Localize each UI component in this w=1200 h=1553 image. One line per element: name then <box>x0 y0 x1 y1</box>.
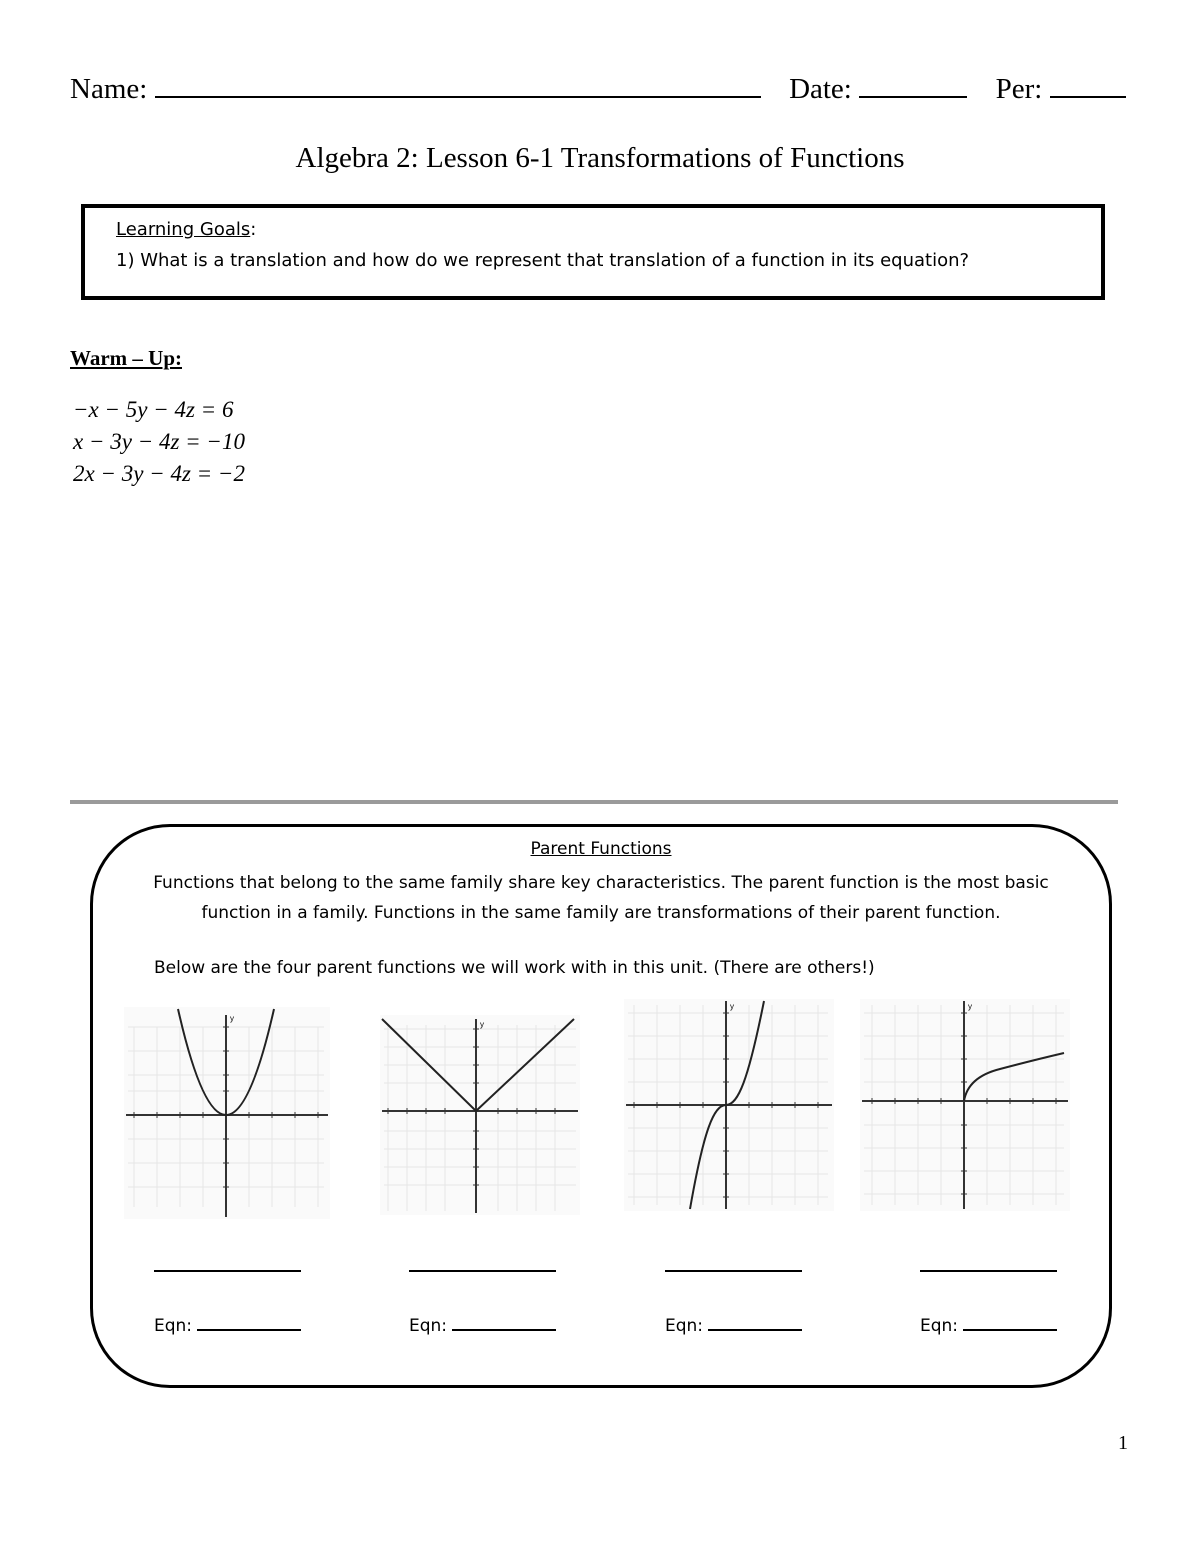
eqn-line-2 <box>409 1315 556 1336</box>
name-label: Name: <box>70 73 148 105</box>
parent-functions-below-text: Below are the four parent functions we will work with in this unit. (There are others!) <box>154 958 875 978</box>
learning-goals-box <box>81 204 1105 300</box>
date-label: Date: <box>789 73 852 105</box>
page-number: 1 <box>1118 1432 1128 1454</box>
parent-functions-box <box>90 824 1112 1388</box>
function-name-blank-1[interactable] <box>154 1270 301 1272</box>
graph-cubic <box>624 999 834 1211</box>
graph-absolute-value <box>380 1015 580 1215</box>
eqn-line-3 <box>665 1315 802 1336</box>
parent-functions-description: Functions that belong to the same family share key characteristics. The parent function is the most basic function in a family. Functions in the same family are transformations of their parent function. <box>153 873 1049 923</box>
eqn-line-1 <box>154 1315 301 1336</box>
period-field[interactable] <box>1050 70 1126 98</box>
function-name-blank-2[interactable] <box>409 1270 556 1272</box>
eqn-label: Eqn: <box>409 1316 448 1336</box>
eqn-line-4 <box>920 1315 1057 1336</box>
function-name-blank-4[interactable] <box>920 1270 1057 1272</box>
period-label: Per: <box>995 73 1043 105</box>
eqn-label: Eqn: <box>665 1316 704 1336</box>
function-name-blank-3[interactable] <box>665 1270 802 1272</box>
equation-1: −x − 5y − 4z = 6 <box>73 397 234 422</box>
parent-functions-heading: Parent Functions <box>530 839 672 859</box>
learning-goal-1: 1) What is a translation and how do we represent that translation of a function in its equation? <box>116 250 970 271</box>
equation-3: 2x − 3y − 4z = −2 <box>73 461 245 486</box>
y-axis-label: y <box>730 1002 734 1011</box>
eqn-label: Eqn: <box>920 1316 959 1336</box>
date-field[interactable] <box>859 70 967 98</box>
header-line <box>70 70 1130 106</box>
eqn-field-1[interactable] <box>197 1315 301 1331</box>
square-root-curve <box>964 1053 1064 1101</box>
graph-quadratic <box>124 1007 330 1219</box>
equation-2: x − 3y − 4z = −10 <box>73 429 245 454</box>
y-axis-label: y <box>480 1020 484 1029</box>
name-field[interactable] <box>155 70 761 98</box>
eqn-field-2[interactable] <box>452 1315 556 1331</box>
eqn-field-4[interactable] <box>963 1315 1057 1331</box>
y-axis-label: y <box>968 1002 972 1011</box>
eqn-field-3[interactable] <box>708 1315 802 1331</box>
y-axis-label: y <box>230 1014 234 1023</box>
section-divider <box>70 800 1118 804</box>
learning-goals-heading: Learning Goals: <box>116 219 257 240</box>
graph-square-root <box>860 999 1070 1211</box>
eqn-label: Eqn: <box>154 1316 193 1336</box>
warm-up-heading: Warm – Up: <box>70 346 182 370</box>
page-title: Algebra 2: Lesson 6-1 Transformations of Functions <box>295 142 905 174</box>
warm-up-equations <box>73 394 245 490</box>
